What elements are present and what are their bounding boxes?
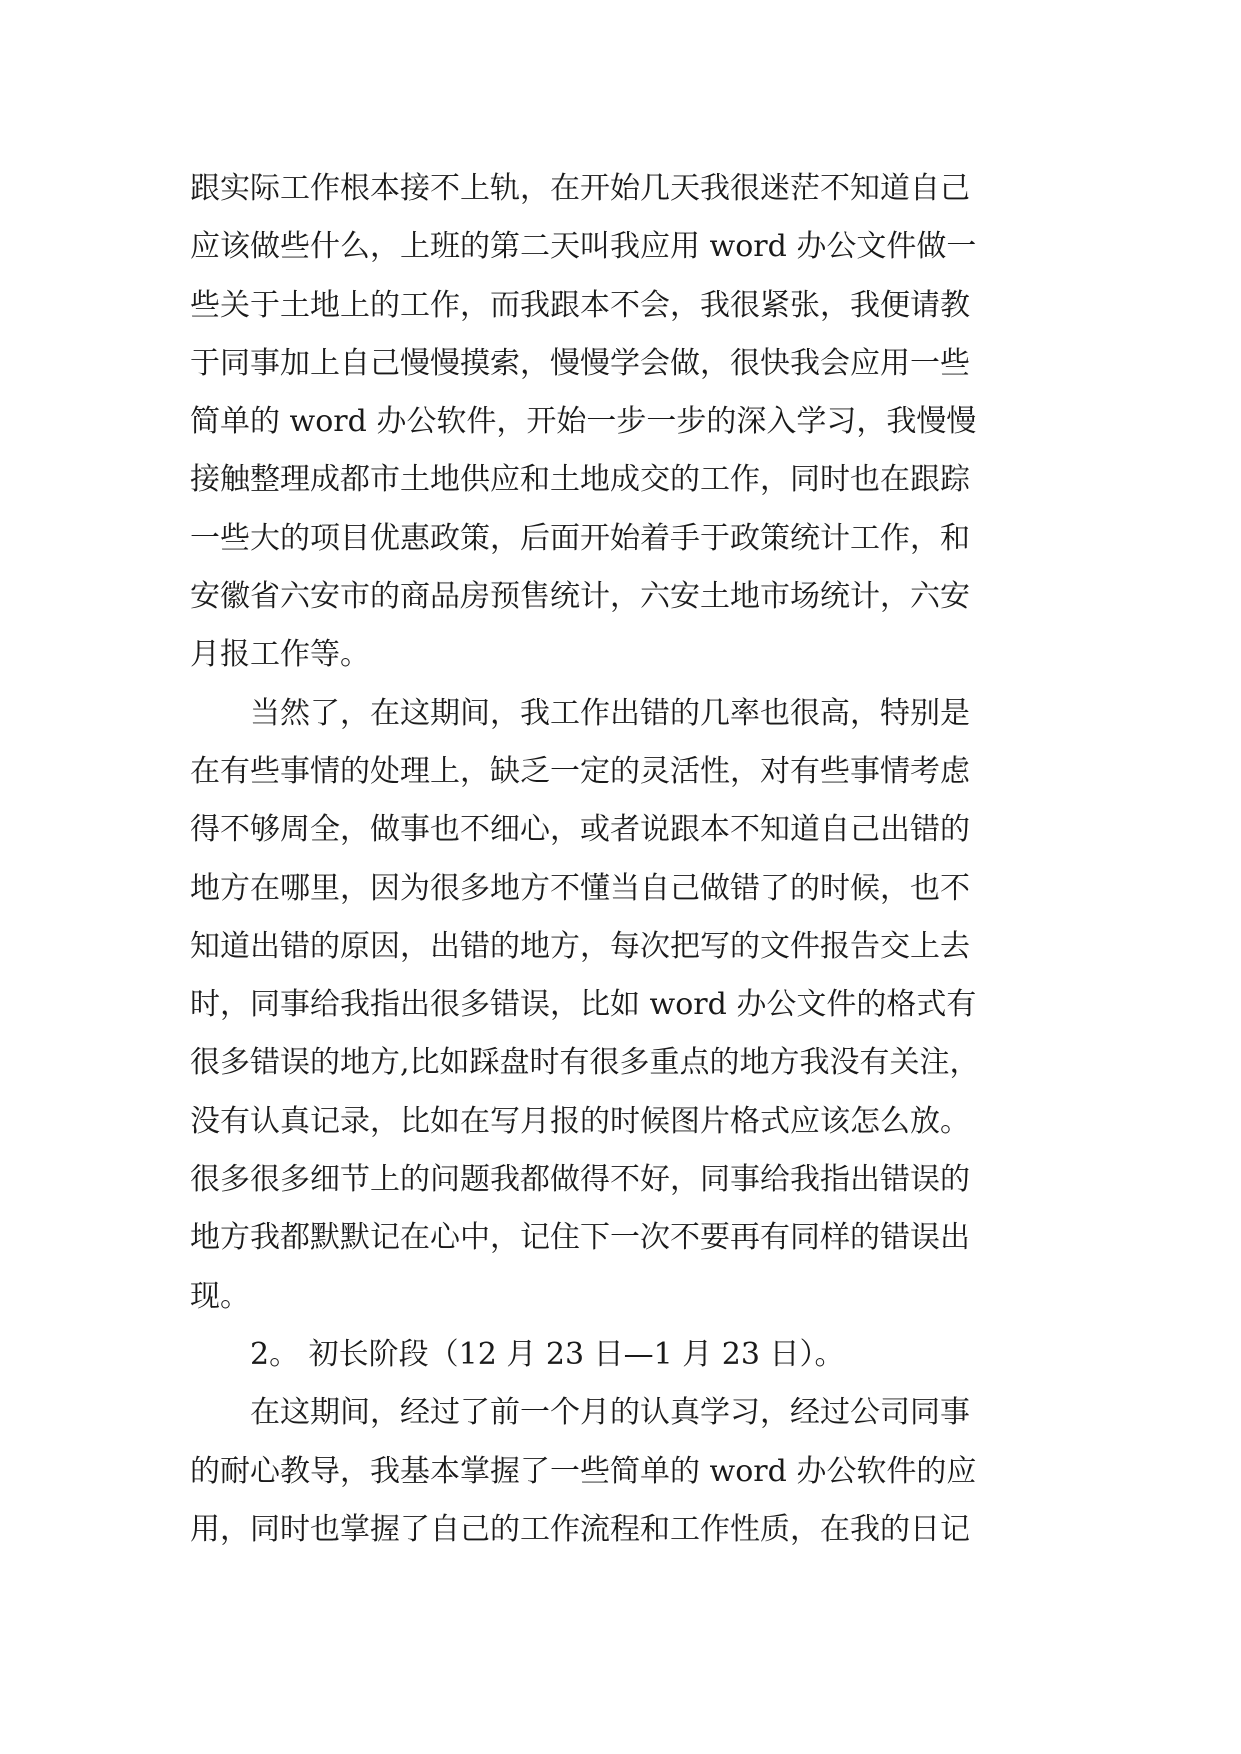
text-line: 应该做些什么，上班的第二天叫我应用 word 办公文件做一: [190, 229, 977, 265]
section-heading: 2。 初长阶段（12 月 23 日—1 月 23 日）。: [190, 1336, 845, 1372]
text-line: 知道出错的原因，出错的地方，每次把写的文件报告交上去: [190, 928, 970, 964]
text-line: 接触整理成都市土地供应和土地成交的工作，同时也在跟踪: [190, 462, 970, 498]
text-line: 一些大的项目优惠政策，后面开始着手于政策统计工作，和: [190, 520, 970, 556]
text-line: 安徽省六安市的商品房预售统计，六安土地市场统计，六安: [190, 579, 970, 615]
text-line: 的耐心教导，我基本掌握了一些简单的 word 办公软件的应: [190, 1453, 977, 1489]
text-line: 月报工作等。: [190, 637, 370, 673]
text-line: 很多错误的地方,比如踩盘时有很多重点的地方我没有关注，: [190, 1045, 980, 1081]
text-line: 些关于土地上的工作，而我跟本不会，我很紧张，我便请教: [190, 287, 970, 323]
text-line: 现。: [190, 1278, 250, 1314]
text-line: 简单的 word 办公软件，开始一步一步的深入学习，我慢慢: [190, 404, 977, 440]
text-line: 地方我都默默记在心中，记住下一次不要再有同样的错误出: [190, 1220, 970, 1256]
text-line: 于同事加上自己慢慢摸索，慢慢学会做，很快我会应用一些: [190, 345, 970, 381]
text-line: 没有认真记录，比如在写月报的时候图片格式应该怎么放。: [190, 1103, 970, 1139]
text-line: 当然了，在这期间，我工作出错的几率也很高，特别是: [190, 695, 970, 731]
text-line: 很多很多细节上的问题我都做得不好，同事给我指出错误的: [190, 1162, 970, 1198]
text-line: 地方在哪里，因为很多地方不懂当自己做错了的时候，也不: [190, 870, 970, 906]
text-line: 时，同事给我指出很多错误，比如 word 办公文件的格式有: [190, 987, 977, 1023]
text-line: 得不够周全，做事也不细心，或者说跟本不知道自己出错的: [190, 812, 970, 848]
body-text: [190, 160, 1070, 1559]
text-line: 在有些事情的处理上，缺乏一定的灵活性，对有些事情考虑: [190, 753, 970, 789]
text-line: 跟实际工作根本接不上轨，在开始几天我很迷茫不知道自己: [190, 171, 970, 206]
text-line: 在这期间，经过了前一个月的认真学习，经过公司同事: [190, 1395, 970, 1431]
text-line: 用，同时也掌握了自己的工作流程和工作性质，在我的日记: [190, 1511, 970, 1547]
